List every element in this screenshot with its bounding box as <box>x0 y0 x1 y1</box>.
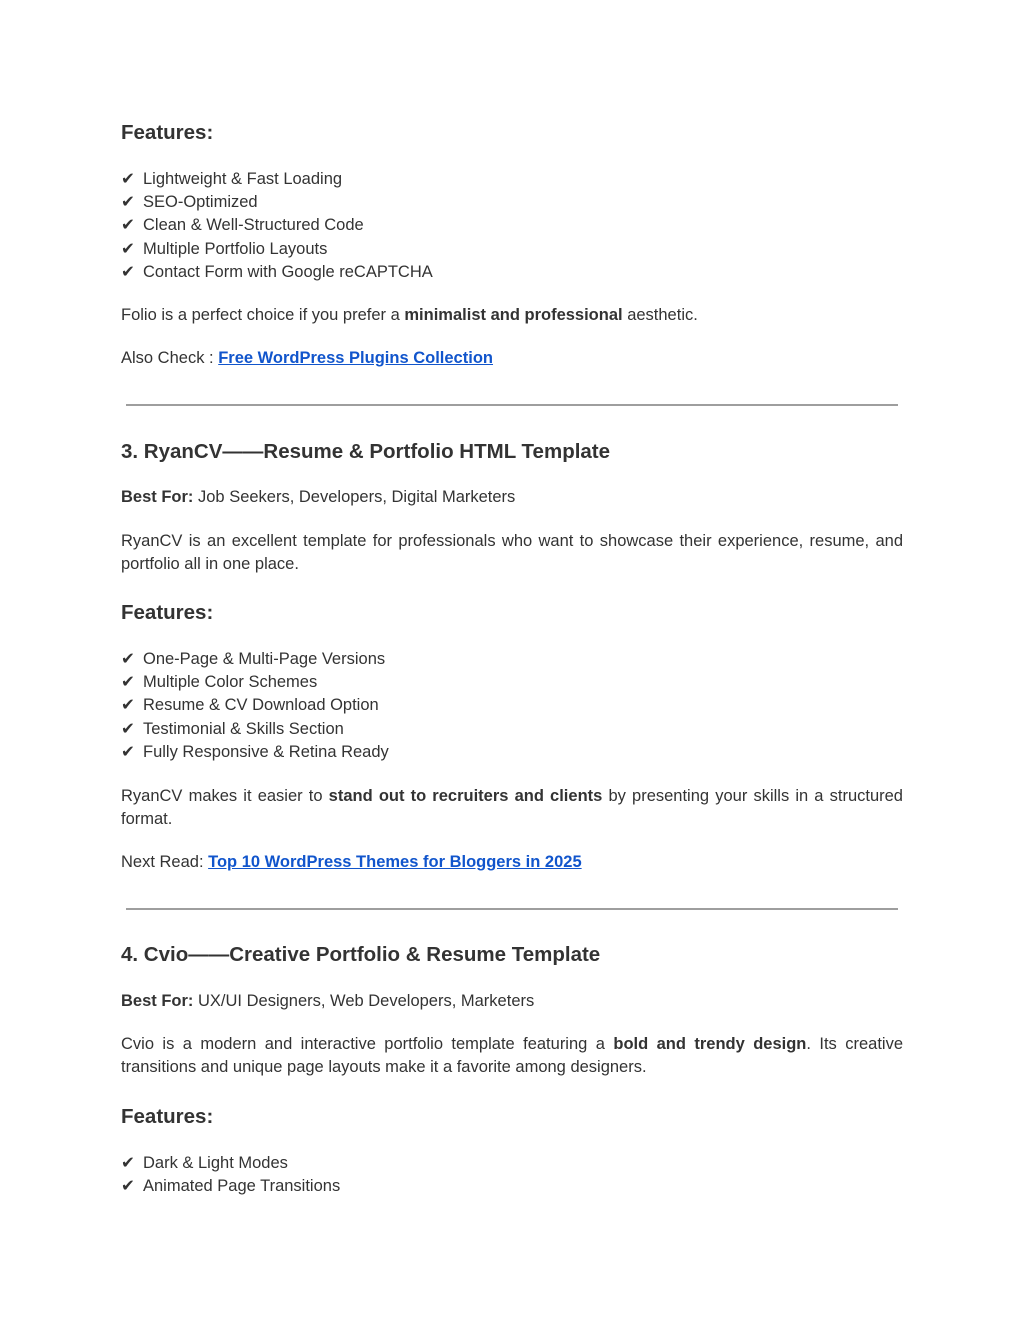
checkmark-icon: ✔ <box>121 696 135 715</box>
section-divider <box>126 908 898 910</box>
features-heading: Features: <box>121 1105 214 1128</box>
checkmark-icon: ✔ <box>121 193 135 212</box>
list-item: ✔ Multiple Portfolio Layouts <box>121 238 433 261</box>
list-item: ✔ One-Page & Multi-Page Versions <box>121 648 389 671</box>
feature-list <box>121 648 389 764</box>
summary-paragraph: RyanCV makes it easier to stand out to recruiters and clients by presenting your skills in a structured format. <box>121 787 903 828</box>
feature-list <box>121 1152 340 1198</box>
features-heading: Features: <box>121 121 214 144</box>
best-for-line: Best For: Job Seekers, Developers, Digital Marketers <box>121 488 516 506</box>
checkmark-icon: ✔ <box>121 216 135 235</box>
checkmark-icon: ✔ <box>121 650 135 668</box>
checkmark-icon: ✔ <box>121 239 135 258</box>
plugins-collection-link[interactable]: Free WordPress Plugins Collection <box>218 349 493 367</box>
checkmark-icon: ✔ <box>121 1154 135 1172</box>
best-for-line: Best For: UX/UI Designers, Web Developers, Marketers <box>121 992 535 1010</box>
list-item: ✔ Lightweight & Fast Loading <box>121 168 433 191</box>
list-item: ✔ Testimonial & Skills Section <box>121 718 389 741</box>
list-item: ✔ Multiple Color Schemes <box>121 671 389 694</box>
list-item: ✔ Contact Form with Google reCAPTCHA <box>121 261 433 284</box>
checkmark-icon: ✔ <box>121 742 135 761</box>
checkmark-icon: ✔ <box>121 170 135 188</box>
checkmark-icon: ✔ <box>121 262 135 281</box>
section-divider <box>126 404 898 406</box>
checkmark-icon: ✔ <box>121 719 135 738</box>
description-paragraph: Cvio is a modern and interactive portfolio template featuring a bold and trendy design. Its creative transitions and unique page layouts make it a favorite among designers. <box>121 1035 903 1076</box>
list-item: ✔ SEO-Optimized <box>121 191 433 214</box>
list-item: ✔ Fully Responsive & Retina Ready <box>121 741 389 764</box>
section-title-cvio: 4. Cvio——Creative Portfolio & Resume Template <box>121 943 601 966</box>
checkmark-icon: ✔ <box>121 673 135 692</box>
description-paragraph: RyanCV is an excellent template for professionals who want to showcase their experience, resume, and portfolio all in one place. <box>121 532 903 573</box>
list-item: ✔ Resume & CV Download Option <box>121 694 389 717</box>
features-heading: Features: <box>121 601 214 624</box>
list-item: ✔ Clean & Well-Structured Code <box>121 214 433 237</box>
also-check-paragraph: Also Check : Free WordPress Plugins Collection <box>121 349 493 367</box>
list-item: ✔ Dark & Light Modes <box>121 1152 340 1175</box>
bloggers-themes-link[interactable]: Top 10 WordPress Themes for Bloggers in 2025 <box>208 853 582 871</box>
section-title-ryancv: 3. RyanCV——Resume & Portfolio HTML Template <box>121 440 611 463</box>
summary-paragraph: Folio is a perfect choice if you prefer a minimalist and professional aesthetic. <box>121 306 698 324</box>
next-read-paragraph: Next Read: Top 10 WordPress Themes for Bloggers in 2025 <box>121 853 582 871</box>
list-item: ✔ Animated Page Transitions <box>121 1175 340 1198</box>
feature-list <box>121 168 433 284</box>
checkmark-icon: ✔ <box>121 1177 135 1196</box>
